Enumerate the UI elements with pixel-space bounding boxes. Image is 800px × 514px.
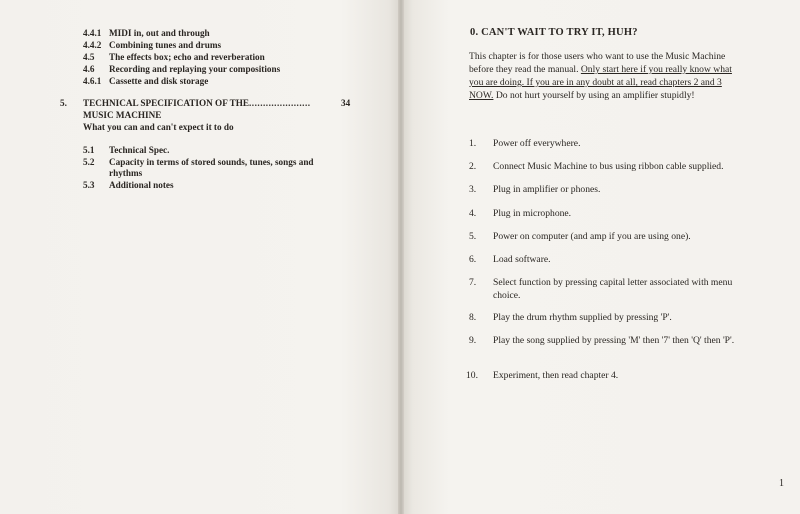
- intro-text: Do not hurt yourself by using an amplifier stupidly!: [493, 90, 695, 101]
- step-number: 7.: [469, 277, 477, 288]
- step-number: 10.: [466, 370, 478, 381]
- intro-line: [469, 63, 759, 76]
- intro-warning-text: NOW.: [469, 90, 494, 101]
- step-text: Play the song supplied by pressing 'M' then '7' then 'Q' then 'P'.: [493, 335, 735, 346]
- intro-text: before they read the manual.: [469, 64, 581, 75]
- toc-line-text: Additional notes: [109, 180, 174, 190]
- step-number: 9.: [469, 335, 477, 346]
- step-number: 6.: [469, 254, 477, 265]
- toc-line-text: MIDI in, out and through: [109, 28, 210, 38]
- chapter-title: 0. CAN'T WAIT TO TRY IT, HUH?: [470, 27, 638, 38]
- step-text: Select function by pressing capital letter associated with menu choice.: [493, 277, 733, 301]
- intro-line: This chapter is for those users who want to use the Music Machine: [469, 51, 726, 62]
- toc-line-number: 5.1: [83, 145, 95, 155]
- step-number: 2.: [469, 161, 477, 172]
- step-text: Power off everywhere.: [493, 138, 581, 149]
- step-number: 1.: [469, 138, 477, 149]
- step-text: Plug in amplifier or phones.: [493, 184, 601, 195]
- intro-line: [469, 89, 759, 102]
- toc-line-text: The effects box; echo and reverberation: [109, 52, 265, 62]
- step-text: Play the drum rhythm supplied by pressing 'P'.: [493, 312, 672, 323]
- toc-chapter-title-line2: MUSIC MACHINE: [83, 110, 162, 120]
- step-text: Load software.: [493, 254, 551, 265]
- book-gutter: [398, 0, 404, 514]
- toc-line-text: Combining tunes and drums: [109, 40, 222, 50]
- step-number: 3.: [469, 184, 477, 195]
- toc-line-number: 4.4.1: [83, 28, 102, 38]
- step-text: Connect Music Machine to bus using ribbon cable supplied.: [493, 161, 724, 172]
- toc-line-number: 4.6.1: [83, 76, 102, 86]
- toc-line-number: 4.6: [83, 64, 95, 74]
- step-text: Power on computer (and amp if you are using one).: [493, 231, 691, 242]
- toc-chapter-subtitle-text: What you can and can't expect it to do: [83, 122, 234, 132]
- step-number: 8.: [469, 312, 477, 323]
- toc-line-number: 4.4.2: [83, 40, 102, 50]
- toc-line-number: 5.2: [83, 157, 95, 167]
- intro-warning-text: you are doing. If you are in any doubt at all, read chapters 2 and 3: [469, 77, 722, 88]
- toc-leader-dots: ......................: [249, 98, 311, 108]
- toc-line-text: Capacity in terms of stored sounds, tunes, songs and: [109, 157, 314, 167]
- step-text: Plug in microphone.: [493, 208, 572, 219]
- step-number: 5.: [469, 231, 477, 242]
- toc-line-number: 4.5: [83, 52, 95, 62]
- toc-line-number: 5.3: [83, 180, 95, 190]
- toc-chapter-page: 34: [341, 98, 351, 108]
- toc-chapter-title: TECHNICAL SPECIFICATION OF THE: [83, 98, 250, 108]
- step-number: 4.: [469, 208, 477, 219]
- page-number: 1: [779, 478, 784, 489]
- toc-chapter-number: 5.: [60, 98, 67, 108]
- toc-line-text: Technical Spec.: [109, 145, 170, 155]
- intro-warning-text: Only start here if you really know what: [580, 64, 732, 75]
- step-text: Experiment, then read chapter 4.: [493, 370, 619, 381]
- toc-line-text: Cassette and disk storage: [109, 76, 209, 86]
- toc-line-text: rhythms: [109, 168, 143, 178]
- toc-line-text: Recording and replaying your compositions: [109, 64, 281, 74]
- intro-paragraph: [469, 50, 759, 102]
